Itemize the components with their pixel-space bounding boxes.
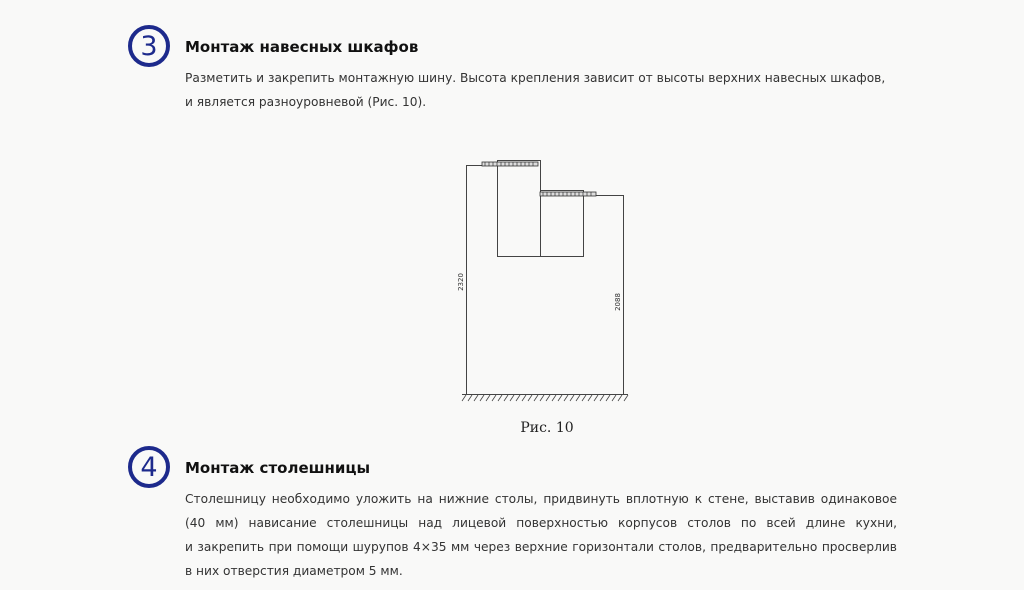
section-3-line-1: Разметить и закрепить монтажную шину. Высота крепления зависит от высоты верхних навесных шкафов, (185, 71, 886, 85)
section-4-title: Монтаж столешницы (185, 459, 371, 477)
short-wall-cabinet (541, 191, 584, 257)
section-4-line-1: Столешницу необходимо уложить на нижние столы, придвинуть вплотную к стене, выставив одинаковое (185, 492, 897, 506)
floor-hatch (462, 395, 628, 401)
figure-caption-text: Рис. 10 (520, 420, 574, 436)
figure-caption (0, 420, 1024, 436)
section-3-text (185, 66, 885, 114)
mounting-height-diagram (458, 150, 638, 410)
step-4-badge: 4 (128, 446, 170, 488)
tall-wall-cabinet (498, 161, 541, 257)
dimension-label-left: 2320 (457, 273, 465, 291)
dimension-label-right: 2088 (614, 293, 622, 311)
step-3-badge: 3 (128, 25, 170, 67)
section-4-line-3: и закрепить при помощи шурупов 4×35 мм через верхние горизонтали столов, предварительно просверлив (185, 540, 897, 554)
section-4-line-4: в них отверстия диаметром 5 мм. (185, 564, 403, 578)
section-4-line-2: (40 мм) нависание столешницы над лицевой поверхностью корпусов столов по всей длине кухни, (185, 516, 897, 530)
mounting-rail-lower (540, 192, 596, 196)
mounting-rail-upper (482, 162, 538, 166)
section-3-title: Монтаж навесных шкафов (185, 38, 419, 56)
section-4-text (185, 487, 897, 583)
section-3-line-2: и является разноуровневой (Рис. 10). (185, 95, 427, 109)
